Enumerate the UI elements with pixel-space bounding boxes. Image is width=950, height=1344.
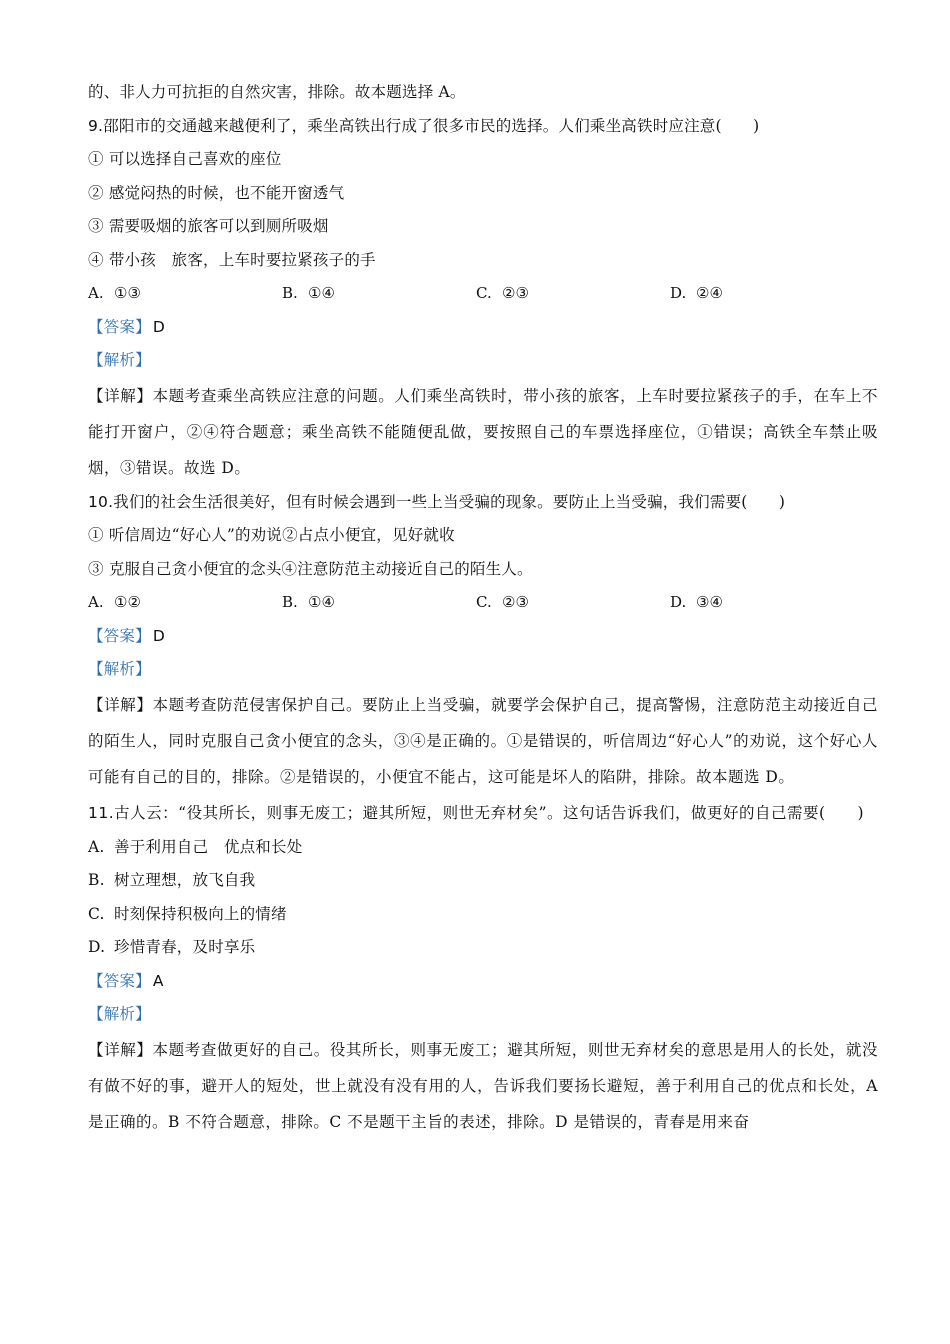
q10-answer-value: D [152,626,165,645]
q11-option-a: A. 善于利用自己 优点和长处 [88,837,303,856]
q10-detail-label: 【详解】 [88,695,153,714]
q9-analysis-label: 【解析】 [88,351,151,369]
q9-stem-line [88,110,878,144]
q11-answer [88,965,878,999]
q11-stem: 古人云：“役其所长，则事无废工；避其所短，则世无弃材矣”。这句话告诉我们，做更好的自己需要( ) [114,803,865,822]
q11-answer-value: A [152,971,164,990]
q9-answer-label: 【答案】 [88,317,151,336]
q9-stem: 邵阳市的交通越来越便利了，乘坐高铁出行成了很多市民的选择。人们乘坐高铁时应注意( ) [103,116,760,135]
q11-analysis-label: 【解析】 [88,1005,151,1023]
intro-line: 的、非人力可抗拒的自然灾害，排除。故本题选择 A。 [88,83,466,101]
q10-options [88,586,878,620]
q11-stem-line [88,795,878,831]
q10-answer-label: 【答案】 [88,626,151,645]
q9-analysis [88,344,878,378]
q9-item-4: ④ 带小孩 旅客，上车时要拉紧孩子的手 [88,250,376,269]
q10-option-b: B. ①④ [282,593,335,611]
q9-item-1: ① 可以选择自己喜欢的座位 [88,150,282,168]
q10-option-c: C. ②③ [476,593,529,611]
q11-analysis [88,998,878,1032]
document-page [88,76,878,1140]
q9-answer-value: D [152,317,165,336]
q9-detail-text: 本题考查乘坐高铁应注意的问题。人们乘坐高铁时，带小孩的旅客，上车时要拉紧孩子的手，在车上不能打开窗户，②④符合题意；乘坐高铁不能随便乱做，要按照自己的车票选择座位，①错误；高铁全车禁止吸烟，③错误。故选 D。 [88,386,878,477]
q10-detail-text: 本题考查防范侵害保护自己。要防止上当受骗，就要学会保护自己，提高警惕，注意防范主动接近自己的陌生人，同时克服自己贪小便宜的念头，③④是正确的。①是错误的，听信周边“好心人”的劝说，这个好心人可能有自己的目的，排除。②是错误的，小便宜不能占，这可能是坏人的陷阱，排除。故本题选 D。 [88,695,878,786]
q11-detail [88,1032,878,1140]
q11-number: 11. [88,803,115,822]
q10-stem: 我们的社会生活很美好，但有时候会遇到一些上当受骗的现象。要防止上当受骗，我们需要( ) [113,492,786,511]
q9-item-3: ③ 需要吸烟的旅客可以到厕所吸烟 [88,217,329,235]
q11-option-d: D. 珍惜青春，及时享乐 [88,938,256,956]
q10-item-2: ③ 克服自己贪小便宜的念头④注意防范主动接近自己的陌生人。 [88,559,533,578]
q10-analysis-label: 【解析】 [88,660,151,678]
q9-number: 9. [88,116,104,135]
q9-detail-label: 【详解】 [88,386,153,405]
q10-analysis [88,653,878,687]
q10-number: 10. [88,492,114,511]
q9-answer [88,311,878,345]
q9-option-b: B. ①④ [282,284,335,302]
q10-option-a: A. ①② [88,593,141,611]
q11-detail-label: 【详解】 [88,1040,153,1059]
q10-stem-line [88,486,878,520]
q9-detail [88,378,878,486]
q11-detail-text: 本题考查做更好的自己。役其所长，则事无废工；避其所短，则世无弃材矣的意思是用人的长处，就没有做不好的事，避开人的短处，世上就没有没有用的人，告诉我们要扬长避短，善于利用自己的优点和长处，A 是正确的。B 不符合题意，排除。C 不是题干主旨的表述，排除。D 是错误的，青春是用来奋 [88,1040,878,1131]
q11-option-b: B. 树立理想，放飞自我 [88,871,256,889]
q9-option-a: A. ①③ [88,284,141,302]
q11-option-c: C. 时刻保持积极向上的情绪 [88,904,287,923]
q9-option-d: D. ②④ [670,284,723,302]
q10-detail [88,687,878,795]
q9-options [88,277,878,311]
q10-option-d: D. ③④ [670,593,723,611]
q10-answer [88,620,878,654]
q9-option-c: C. ②③ [476,284,529,302]
q9-item-2: ② 感觉闷热的时候，也不能开窗透气 [88,183,345,202]
q10-item-1: ① 听信周边“好心人”的劝说②占点小便宜，见好就收 [88,526,455,544]
q11-answer-label: 【答案】 [88,971,151,990]
